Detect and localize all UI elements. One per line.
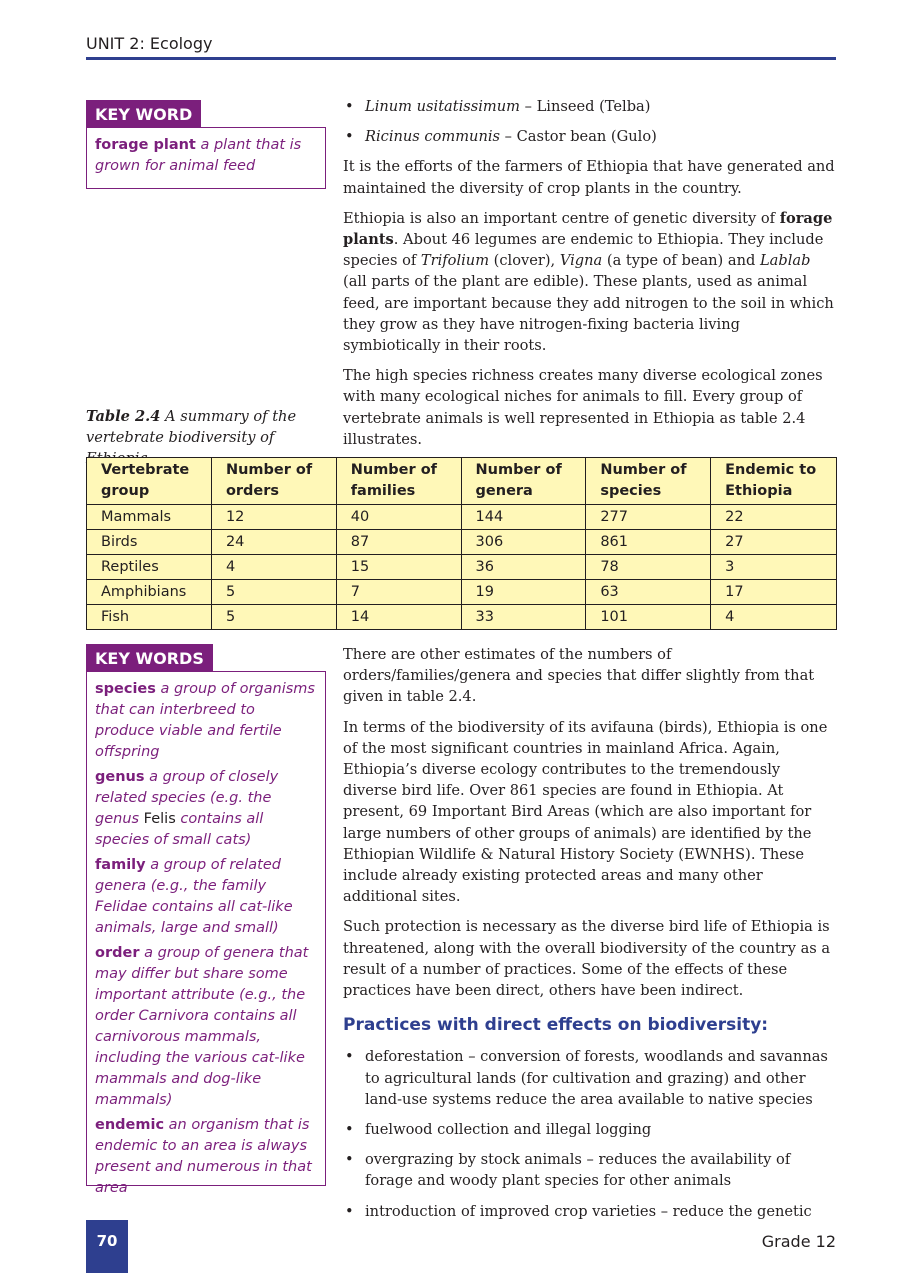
keyword-term: forage plant	[95, 137, 196, 153]
list-item	[343, 96, 838, 117]
keyword-entry-species	[95, 679, 317, 763]
paragraph-crop-diversity: It is the efforts of the farmers of Ethiopia that have generated and maintained the diversity of crop plants in the country.	[343, 158, 835, 197]
table-cell: 7	[336, 580, 461, 605]
keyword-term: species	[95, 681, 156, 697]
text-span: (all parts of the plant are edible). These plants, used as animal feed, are important because they add nitrogen to the soil in which they grow as they have nitrogen-fixing bacteria living symbiotically in their roots.	[343, 273, 834, 355]
section-heading: Practices with direct effects on biodiversity:	[343, 1015, 769, 1036]
table-cell: 14	[336, 605, 461, 630]
common-name: – Linseed (Telba)	[520, 98, 651, 115]
table-cell: 78	[586, 555, 711, 580]
keyword-plain-term: Felis	[143, 811, 176, 827]
table-cell: 4	[211, 555, 336, 580]
list-item	[343, 126, 838, 147]
text-span: . About 46 legumes are endemic to Ethiopia. They include species of	[343, 231, 824, 270]
table-row	[87, 505, 837, 530]
table-cell: 4	[711, 605, 837, 630]
table-row	[87, 530, 837, 555]
genus-name: Lablab	[759, 252, 811, 270]
table-cell: Reptiles	[87, 555, 212, 580]
keyword-definition: a group of genera that may differ but share some important attribute (e.g., the order Carnivora contains all carnivorous mammals, including the various cat-like mammals and dog-like mammals)	[95, 945, 309, 1108]
column-header: Number of orders	[211, 458, 336, 505]
key-words-label: KEY WORDS	[86, 644, 213, 671]
table-caption-text: A summary of the vertebrate biodiversity of	[86, 408, 297, 446]
table-cell: Birds	[87, 530, 212, 555]
table-cell: 22	[711, 505, 837, 530]
table-cell: 36	[461, 555, 586, 580]
latin-name: Linum usitatissimum	[365, 98, 521, 115]
text-span: Ethiopia is also an important centre of genetic diversity of	[343, 209, 780, 227]
table-cell: 861	[586, 530, 711, 555]
page-number: 70	[86, 1220, 128, 1273]
table-cell: 101	[586, 605, 711, 630]
keyword-definition: an organism that is endemic to an area is always present and numerous in that area	[95, 1117, 312, 1196]
key-word-box	[86, 127, 326, 189]
table-cell: 17	[711, 580, 837, 605]
list-item: • deforestation – conversion of forests, woodlands and savannas to agricultural lands (for cultivation and grazing) and other land-use systems reduce the area available to native species	[343, 1046, 838, 1110]
table-caption-label: Table 2.4	[86, 408, 161, 425]
keyword-definition: a group of organisms that can interbreed to produce viable and fertile offspring	[95, 681, 315, 760]
keyword-term: order	[95, 945, 140, 961]
table-cell: 15	[336, 555, 461, 580]
text-span: (clover),	[489, 252, 560, 270]
bold-term: forage plants	[343, 209, 833, 249]
keyword-entry-endemic	[95, 1115, 317, 1199]
genus-name: Trifolium	[420, 252, 490, 270]
table-cell: 5	[211, 605, 336, 630]
table-cell: 306	[461, 530, 586, 555]
keyword-entry-order	[95, 943, 317, 1111]
keyword-term: family	[95, 857, 146, 873]
table-cell: 277	[586, 505, 711, 530]
table-cell: 27	[711, 530, 837, 555]
keyword-entry-genus	[95, 767, 317, 851]
table-cell: 87	[336, 530, 461, 555]
genus-name: Vigna	[559, 252, 603, 270]
table-row	[87, 580, 837, 605]
crop-list	[343, 96, 838, 147]
table-cell: 3	[711, 555, 837, 580]
column-header: Number of genera	[461, 458, 586, 505]
keyword-term: endemic	[95, 1117, 165, 1133]
table-cell: 63	[586, 580, 711, 605]
header-rule	[86, 57, 836, 60]
table-cell: 144	[461, 505, 586, 530]
practices-list	[343, 1046, 838, 1221]
key-word-label: KEY WORD	[86, 100, 201, 127]
text-span: (a type of bean) and	[602, 252, 760, 270]
paragraph-estimates: There are other estimates of the numbers of orders/families/genera and species that differ slightly from that given in table 2.4.	[343, 646, 815, 706]
keyword-definition: a group of related genera (e.g., the family Felidae contains all cat-like animals, large and small)	[95, 857, 293, 936]
unit-header: UNIT 2: Ecology	[86, 34, 213, 53]
paragraph-forage-plants	[343, 208, 838, 356]
list-item: • introduction of improved crop varieties – reduce the genetic	[343, 1201, 838, 1222]
list-item: • fuelwood collection and illegal logging	[343, 1119, 838, 1140]
latin-name: Ricinus communis	[365, 128, 501, 146]
keyword-term: genus	[95, 769, 145, 785]
paragraph-species-richness: The high species richness creates many diverse ecological zones with many ecological niches for animals to fill. Every group of vertebrate animals is well represented in Ethiopia as table 2.4 illustrates.	[343, 367, 823, 448]
table-header-row	[87, 458, 837, 505]
keyword-entry-family	[95, 855, 317, 939]
keyword-definition: contains all species of small cats)	[95, 811, 264, 848]
table-cell: Amphibians	[87, 580, 212, 605]
table-cell: 33	[461, 605, 586, 630]
upper-text-column	[343, 96, 838, 459]
table-cell: 5	[211, 580, 336, 605]
keyword-definition: a group of closely related species (e.g. the genus	[95, 769, 279, 827]
column-header: Number of families	[336, 458, 461, 505]
table-cell: Mammals	[87, 505, 212, 530]
grade-label: Grade 12	[761, 1232, 836, 1251]
table-cell: 19	[461, 580, 586, 605]
table-cell: Fish	[87, 605, 212, 630]
key-words-box	[86, 671, 326, 1196]
table-cell: 12	[211, 505, 336, 530]
paragraph-avifauna: In terms of the biodiversity of its avifauna (birds), Ethiopia is one of the most significant countries in mainland Africa. Again, Ethiopia’s diverse ecology contributes to the tremendously diverse bird life. Over 861 species are found in Ethiopia. At present, 69 Important Bird Areas (which are also important for large numbers of other groups of animals) are identified by the Ethiopian Wildlife & Natural History Society (EWNHS). These include already existing protected areas and many other additional sites.	[343, 718, 828, 906]
paragraph-protection: Such protection is necessary as the diverse bird life of Ethiopia is threatened, along with the overall biodiversity of the country as a result of a number of practices. Some of the effects of these practices have been direct, others have been indirect.	[343, 918, 831, 1000]
column-header: Number of species	[586, 458, 711, 505]
keyword-definition: a plant that is grown for animal feed	[95, 137, 302, 174]
lower-text-column	[343, 644, 838, 1231]
list-item: • overgrazing by stock animals – reduces the availability of forage and woody plant species for other animals	[343, 1149, 838, 1191]
table-row	[87, 605, 837, 630]
table-row	[87, 555, 837, 580]
column-header: Endemic to Ethiopia	[711, 458, 837, 505]
column-header: Vertebrate group	[87, 458, 212, 505]
common-name: – Castor bean (Gulo)	[500, 128, 657, 146]
table-cell: 24	[211, 530, 336, 555]
table-cell: 40	[336, 505, 461, 530]
vertebrate-biodiversity-table	[86, 457, 837, 630]
